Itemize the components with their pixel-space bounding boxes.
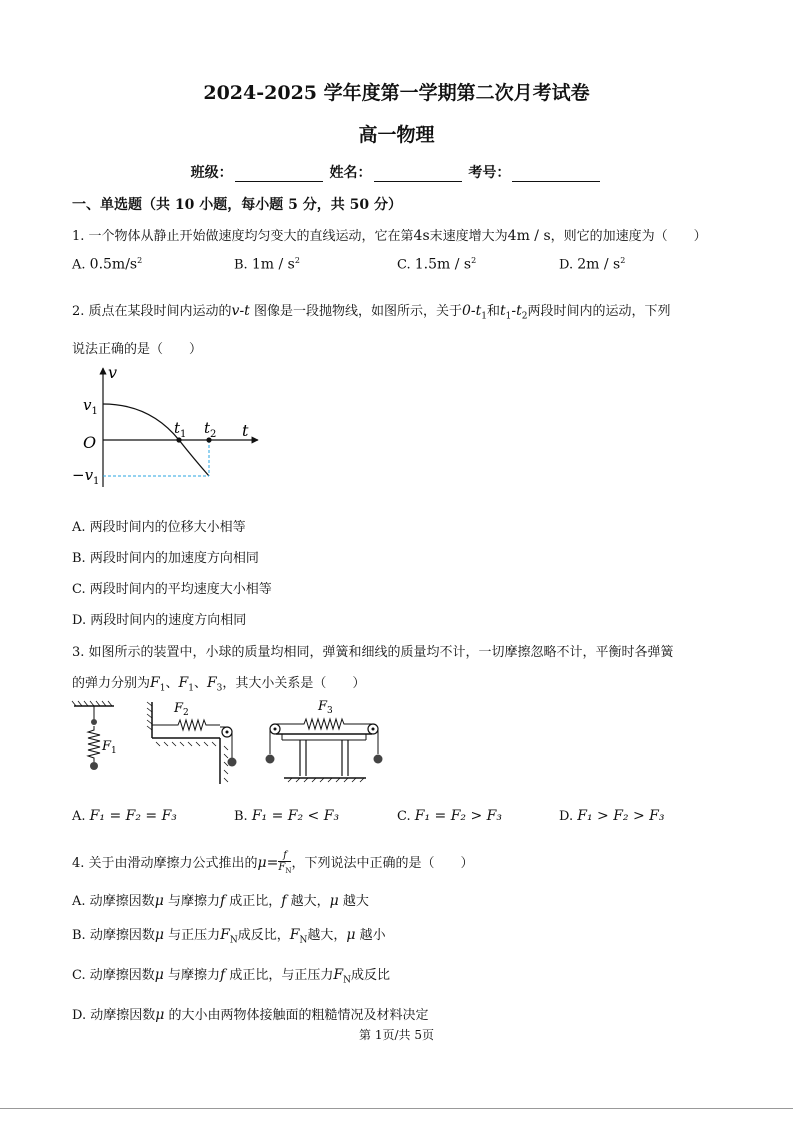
option-label: B. [234, 257, 248, 273]
fn-sub: N [299, 935, 308, 946]
option-text: 两段时间内的加速度方向相同 [89, 551, 259, 566]
q4-fraction [278, 850, 291, 877]
question-4-stem [72, 850, 473, 877]
q4-option-c[interactable] [72, 964, 390, 986]
origin-label: O [83, 433, 97, 452]
q4-frac-den: $F_N$ [278, 862, 292, 875]
f-symbol: f [281, 893, 287, 909]
q1-option-d[interactable] [559, 256, 625, 272]
option-exponent: 2 [137, 256, 143, 265]
bottom-divider [0, 1108, 793, 1109]
fn-sub: N [343, 975, 351, 986]
t-axis-label: t [242, 421, 249, 440]
option-text: 两段时间内的平均速度大小相等 [89, 582, 272, 597]
option-text: 两段时间内的速度方向相同 [90, 613, 247, 628]
fn-sub: N [229, 935, 238, 946]
option-text: 动摩擦因数 [90, 1008, 156, 1023]
q1-option-c[interactable] [397, 256, 476, 272]
option-text: 成正比， [229, 894, 282, 909]
q1-time: 4s [413, 228, 430, 244]
neg-v1-label: $-v_1$ [72, 466, 100, 487]
q2-option-a[interactable] [72, 516, 246, 535]
option-value: 0.5m/s [89, 256, 138, 273]
option-label: C. [397, 257, 411, 273]
option-text: 的大小由两物体接触面的粗糙情况及材料决定 [168, 1008, 429, 1023]
mu-symbol: μ [155, 1007, 165, 1023]
q1-speed: 4m / s [507, 228, 551, 244]
q1-text-a: 1. 一个物体从静止开始做速度均匀变大的直线运动，它在第 [72, 229, 414, 244]
q3-text-b: ，其大小关系是（ ） [222, 676, 366, 691]
q3-option-c[interactable] [397, 808, 502, 824]
q2-option-b[interactable] [72, 547, 259, 566]
question-1-stem [72, 225, 707, 244]
q4-eq: = [266, 855, 279, 871]
q3-option-b[interactable] [234, 808, 339, 824]
option-text: 成反比 [350, 968, 390, 983]
option-value: 2m / s [577, 256, 621, 273]
option-label: A. [72, 257, 86, 273]
class-label: 班级： [190, 165, 233, 181]
q2-text-a: 2. 质点在某段时间内运动的 [72, 304, 232, 319]
option-text: F₁ = F₂ < F₃ [251, 808, 340, 824]
fig3-f3-label: $F_3$ [318, 699, 333, 716]
f-symbol: f [219, 893, 226, 909]
q4-option-d[interactable] [72, 1004, 429, 1023]
question-3-stem-line2 [72, 672, 365, 694]
q3-f1-sub: 1 [159, 683, 166, 694]
v-axis-label: v [108, 363, 118, 382]
mu-symbol: μ [329, 893, 339, 909]
option-value: 1.5m / s [414, 256, 472, 273]
q1-text-c: ，则它的加速度为（ ） [550, 229, 707, 244]
mu-symbol: μ [346, 927, 356, 943]
q4-option-a[interactable] [72, 890, 369, 909]
option-label: D. [559, 809, 574, 824]
section-heading: 一、单选题（共 10 小题，每小题 5 分，共 50 分） [72, 197, 402, 213]
q4-option-b[interactable] [72, 924, 386, 946]
q4-mu: μ [257, 855, 267, 871]
q2-vt-graph [70, 362, 270, 492]
option-exponent: 2 [471, 256, 477, 265]
fig1-hanging-spring [72, 701, 117, 770]
q3-spring-figure [68, 698, 388, 786]
q2-option-d[interactable] [72, 609, 246, 628]
q1-text-b: 末速度增大为 [429, 229, 508, 244]
q2-text-c: 和 [486, 304, 500, 319]
option-label: D. [559, 257, 574, 273]
name-blank[interactable] [374, 167, 462, 182]
question-2-stem [72, 300, 670, 322]
q2-range2-mid: -t [511, 303, 522, 319]
mu-symbol: μ [154, 927, 164, 943]
id-label: 考号： [468, 165, 511, 181]
option-text: 越大， [307, 928, 347, 943]
q3-sep-1: 、 [165, 676, 179, 691]
q3-option-a[interactable] [72, 808, 177, 824]
q3-f2-sub: 1 [188, 683, 194, 694]
fn-symbol: F [289, 927, 300, 943]
fn-symbol: F [333, 967, 344, 983]
q4-frac-num: f [278, 850, 291, 862]
q2-range2: t [499, 303, 506, 319]
q4-text-a: 4. 关于由滑动摩擦力公式推出的 [72, 856, 258, 871]
name-label: 姓名： [329, 165, 372, 181]
option-text: 越大， [290, 894, 330, 909]
question-2-stem-line2: 说法正确的是（ ） [72, 342, 203, 357]
mu-symbol: μ [154, 893, 164, 909]
option-text: 与正压力 [168, 928, 221, 943]
option-text: 动摩擦因数 [89, 968, 155, 983]
f-symbol: f [220, 967, 226, 983]
option-label: D. [72, 1008, 87, 1023]
option-text: 成正比，与正压力 [229, 968, 334, 983]
option-label: C. [397, 809, 411, 824]
option-text: 动摩擦因数 [89, 928, 155, 943]
fig2-wall-spring-pulley [147, 701, 237, 784]
option-text: 两段时间内的位移大小相等 [89, 520, 246, 535]
option-text: 动摩擦因数 [89, 894, 155, 909]
q2-range2-sub2: 2 [521, 311, 528, 322]
q3-f1: F [150, 675, 160, 691]
q2-range2-sub1: 1 [505, 311, 512, 322]
q3-text-a: 的弹力分别为 [72, 676, 151, 691]
option-text: F₁ > F₂ > F₃ [577, 808, 665, 824]
option-label: B. [234, 809, 248, 824]
q2-option-c[interactable] [72, 578, 272, 597]
fig2-f2-label: $F_2$ [174, 701, 189, 718]
class-blank[interactable] [235, 167, 323, 182]
q2-range1: 0-t [461, 303, 482, 319]
q2-vt: v-t [231, 303, 250, 319]
q2-text-d: 两段时间内的运动，下列 [527, 304, 671, 319]
option-label: D. [72, 613, 87, 628]
option-exponent: 2 [620, 256, 626, 265]
page-footer: 第 1页/共 5页 [359, 1028, 434, 1042]
option-label: C. [72, 582, 86, 597]
q1-option-a[interactable] [72, 256, 142, 272]
t1-label: $t_1$ [174, 419, 187, 440]
q2-text-b: 图像是一段抛物线，如图所示，关于 [253, 304, 462, 319]
option-label: B. [72, 551, 86, 566]
student-info-line [0, 162, 793, 182]
option-text: 与摩擦力 [167, 894, 220, 909]
t2-label: $t_2$ [204, 419, 217, 440]
option-label: A. [72, 520, 86, 535]
q3-f2: F [178, 675, 189, 691]
q1-option-b[interactable] [234, 256, 300, 272]
option-label: C. [72, 968, 86, 983]
fig3-table-two-pulleys [266, 699, 383, 782]
q2-range1-sub: 1 [481, 311, 487, 322]
q3-f3-sub: 3 [216, 683, 223, 694]
exam-title: 2024-2025 学年度第一学期第二次月考试卷 [203, 82, 590, 104]
id-blank[interactable] [512, 167, 600, 182]
q3-option-d[interactable] [559, 808, 664, 824]
question-3-stem: 3. 如图所示的装置中，小球的质量均相同，弹簧和细线的质量均不计，一切摩擦忽略不计，平衡时各弹簧 [72, 645, 674, 660]
option-exponent: 2 [294, 256, 300, 265]
option-text: 与摩擦力 [168, 968, 221, 983]
q3-f3: F [206, 675, 217, 691]
option-text: 越小 [359, 928, 386, 943]
subject-title: 高一物理 [358, 124, 435, 146]
option-text: 成反比， [237, 928, 290, 943]
fn-symbol: F [220, 927, 230, 943]
q4-text-b: ，下列说法中正确的是（ ） [291, 856, 474, 871]
q3-sep-2: 、 [193, 676, 207, 691]
option-text: 越大 [342, 894, 369, 909]
option-value: 1m / s [251, 256, 295, 273]
option-label: A. [72, 809, 86, 824]
option-label: B. [72, 928, 86, 943]
fig1-f1-label: $F_1$ [102, 739, 117, 756]
option-label: A. [72, 894, 86, 909]
v1-label: $v_1$ [83, 396, 98, 417]
option-text: F₁ = F₂ = F₃ [89, 808, 177, 824]
option-text: F₁ = F₂ > F₃ [414, 808, 503, 824]
mu-symbol: μ [154, 967, 164, 983]
